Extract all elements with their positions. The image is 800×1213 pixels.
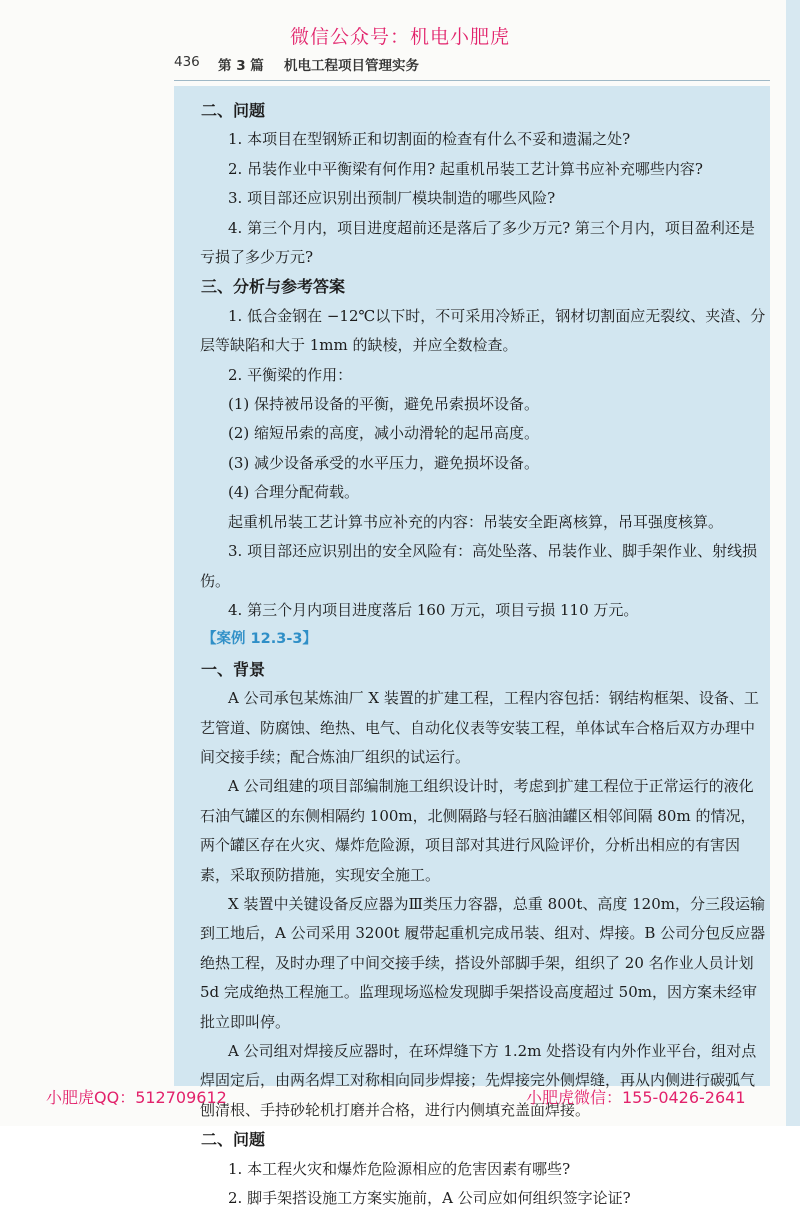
header-rule	[174, 80, 770, 81]
text-line: 1. 本项目在型钢矫正和切割面的检查有什么不妥和遗漏之处?	[228, 130, 631, 149]
section-heading: 一、背景	[201, 659, 266, 679]
text-line: 4. 第三个月内项目进度落后 160 万元，项目亏损 110 万元。	[228, 600, 639, 619]
watermark-bottom-right: 小肥虎微信：155-0426-2641	[526, 1088, 746, 1107]
text-line: (4) 合理分配荷载。	[228, 483, 360, 502]
text-line: (1) 保持被吊设备的平衡，避免吊索损坏设备。	[228, 395, 540, 414]
paragraph: 1. 低合金钢在 −12℃以下时，不可采用冷矫正，钢材切割面应无裂纹、夹渣、分层等缺陷和大于 1mm 的缺棱，并应全数检查。	[200, 306, 766, 355]
section-heading: 二、问题	[201, 101, 266, 120]
paragraph: X 装置中关键设备反应器为Ⅲ类压力容器，总重 800t、高度 120m，分三段运输到工地后，A 公司采用 3200t 履带起重机完成吊装、组对、焊接。B 公司分包反应器绝热工程，及时办理了中间交接手续，搭设外部脚手架，组织了 20 名作业人员计划 5d 完成绝热工程施工。监理现场巡检发现脚手架搭设高度超过 50m，因方案未经审批立即叫停。	[200, 894, 766, 1031]
paragraph: A 公司组对焊接反应器时，在环焊缝下方 1.2m 处搭设有内外作业平台，组对点焊固定后，由两名焊工对称相向同步焊接；先焊接完外侧焊缝，再从内侧进行碳弧气刨清根、手持砂轮机打磨并合格，进行内侧填充盖面焊接。	[200, 1042, 757, 1119]
text-line: 起重机吊装工艺计算书应补充的内容：吊装安全距离核算，吊耳强度核算。	[228, 512, 724, 531]
text-line: 2. 平衡梁的作用：	[228, 365, 353, 384]
section-heading: 三、分析与参考答案	[201, 277, 346, 297]
paragraph: A 公司组建的项目部编制施工组织设计时，考虑到扩建工程位于正常运行的液化石油气罐区的东侧相隔约 100m，北侧隔路与轻石脑油罐区相邻间隔 80m 的情况，两个罐区存在火灾、爆炸危险源，项目部对其进行风险评价，分析出相应的有害因素，采取预防措施，实现安全施工。	[200, 777, 756, 884]
case-title: 【案例 12.3-3】	[202, 631, 317, 648]
paragraph: A 公司承包某炼油厂 X 装置的扩建工程，工程内容包括：钢结构框架、设备、工艺管道、防腐蚀、绝热、电气、自动化仪表等安装工程，单体试车合格后双方办理中间交接手续；配合炼油厂组织的试运行。	[200, 689, 759, 766]
text-line: 2. 吊装作业中平衡梁有何作用? 起重机吊装工艺计算书应补充哪些内容?	[228, 159, 703, 178]
body-text	[200, 96, 768, 1213]
page-number: 436	[174, 54, 200, 70]
text-line: (2) 缩短吊索的高度，减小动滑轮的起吊高度。	[228, 424, 540, 443]
running-header	[174, 54, 774, 76]
page-edge-strip	[786, 0, 800, 1126]
paragraph: 4. 第三个月内，项目进度超前还是落后了多少万元? 第三个月内，项目盈利还是亏损了多少万元?	[200, 218, 755, 267]
text-line: 2. 脚手架搭设施工方案实施前，A 公司应如何组织签字论证?	[228, 1189, 631, 1208]
text-line: 1. 本工程火灾和爆炸危险源相应的危害因素有哪些?	[228, 1159, 571, 1178]
header-chapter: 机电工程项目管理实务	[284, 58, 419, 74]
header-part: 第 3 篇	[218, 58, 264, 74]
watermark-bottom-left: 小肥虎QQ：512709612	[46, 1088, 227, 1107]
text-line: (3) 减少设备承受的水平压力，避免损坏设备。	[228, 453, 540, 472]
watermark-top: 微信公众号：机电小肥虎	[289, 26, 510, 48]
text-line: 3. 项目部还应识别出预制厂模块制造的哪些风险?	[228, 189, 556, 208]
section-heading: 二、问题	[201, 1130, 266, 1150]
paragraph: 3. 项目部还应识别出的安全风险有：高处坠落、吊装作业、脚手架作业、射线损伤。	[200, 542, 758, 590]
